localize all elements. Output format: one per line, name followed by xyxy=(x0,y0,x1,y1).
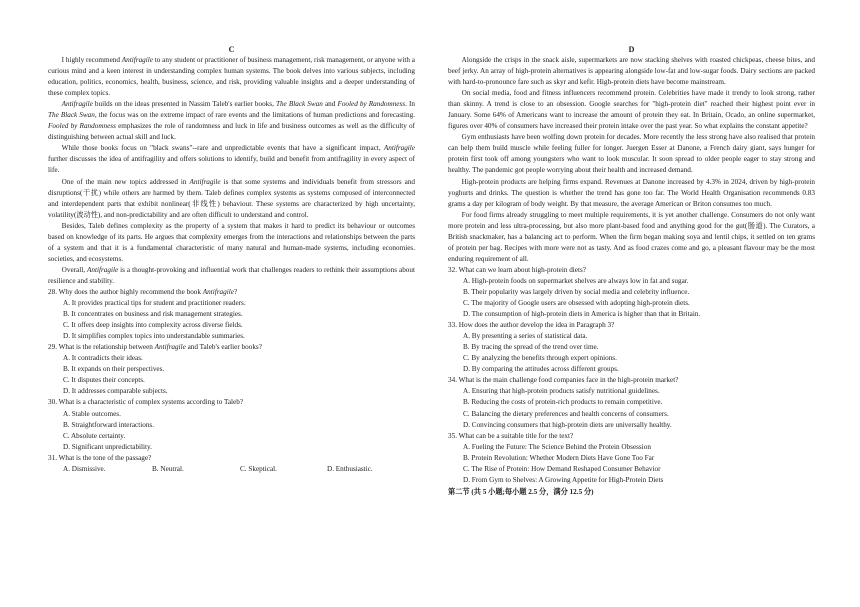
question-29-option-d[interactable]: D. It addresses comparable subjects. xyxy=(63,387,168,396)
question-31-option-a[interactable]: A. Dismissive. xyxy=(63,464,106,473)
passage-d-paragraph-5: For food firms already struggling to meet multiple requirements, it is yet another challenge. Consumers do not only want more protein and less ultra-processing, but also more plant-based food and anything good for the gut(肠道). The Curators, a British snackmaker, has a balancing act to perform. When the firm began making soya and lentil chips, it settled on ten grams of protein per bag. Recipes with more were not as tasty. And as food crazes come and go, a pleasant flavour may be the most enduring requirement of all. xyxy=(448,210,815,263)
question-35-option-c[interactable]: C. The Rise of Protein: How Demand Reshaped Consumer Behavior xyxy=(463,464,661,473)
passage-c-paragraph-1: I highly recommend Antifragile to any student or practitioner of business management, risk management, or anyone with a curious mind and a keen interest in understanding complex human systems. The book delves into various subjects, including education, politics, economics, health, business, science, and risk, providing valuable insights and a deeper understanding of these complex topics. xyxy=(48,56,415,98)
question-32-option-b[interactable]: B. Their popularity was largely driven by social media and celebrity influence. xyxy=(463,287,690,296)
question-35-option-d[interactable]: D. From Gym to Shelves: A Growing Appetite for High-Protein Diets xyxy=(463,475,664,484)
question-32-option-c[interactable]: C. The majority of Google users are obsessed with adopting high-protein diets. xyxy=(463,299,690,308)
italic-title: Antifragile xyxy=(383,144,415,153)
question-28-option-d[interactable]: D. It simplifies complex topics into understandable summaries. xyxy=(63,332,245,341)
question-31-stem: 31. What is the tone of the passage? xyxy=(48,453,152,462)
question-35-option-a[interactable]: A. Fueling the Future: The Science Behind the Protein Obsession xyxy=(463,442,651,451)
passage-c-paragraph-2: Antifragile builds on the ideas presented in Nassim Taleb's earlier books, The Black Swan and Fooled by Randomness. In The Black Swan, the focus was on the extreme impact of rare events and the limitations of human predictions and forecasting. Fooled by Randomness emphasizes the role of randomness and luck in life and business outcomes as well as the difficulty of distinguishing between actual skill and luck. xyxy=(48,100,416,142)
italic-title: Antifragile xyxy=(121,56,153,64)
question-35-stem: 35. What can be a suitable title for the text? xyxy=(448,431,574,440)
passage-c-paragraph-3: While those books focus on "black swans"--rare and unpredictable events that have a significant impact, Antifragile further discusses the idea of antifragility and offers solutions to identify, build and benefit from antifragility in every aspect of life. xyxy=(48,144,415,175)
question-35-option-b[interactable]: B. Protein Revolution: Whether Modern Diets Have Gone Too Far xyxy=(463,453,655,462)
question-34-option-c[interactable]: C. Balancing the dietary preferences and health concerns of consumers. xyxy=(463,409,669,418)
italic-title: The Black Swan, xyxy=(48,111,97,120)
question-34-option-a[interactable]: A. Ensuring that high-protein products satisfy nutritional guidelines. xyxy=(463,387,660,396)
question-31-options xyxy=(48,464,415,475)
italic-title: Fooled by Randomness xyxy=(48,122,116,131)
question-31-option-c[interactable]: C. Skeptical. xyxy=(240,464,277,473)
passage-c-paragraph-5: Besides, Taleb defines complexity as the property of a system that makes it hard to predict its behaviour or outcomes based on knowledge of its parts. He argues that complexity emerges from the interactions and relationships between the parts of a system and that it is a fundamental characteristic of many natural and human-made systems, including economies. societies, and ecosystems. xyxy=(48,221,415,263)
italic-title: Antifragile xyxy=(154,343,186,352)
question-30-stem: 30. What is a characteristic of complex systems according to Taleb? xyxy=(48,398,244,407)
question-28-stem: 28. Why does the author highly recommend the book Antifragile? xyxy=(48,287,238,296)
section-two-heading: 第二节 (共 5 小题;每小题 2.5 分，满分 12.5 分) xyxy=(448,487,594,496)
question-29-stem: 29. What is the relationship between Antifragile and Taleb's earlier books? xyxy=(48,343,262,352)
italic-title: Antifragile xyxy=(202,287,234,296)
passage-d-heading: D xyxy=(628,45,635,54)
question-28-option-a[interactable]: A. It provides practical tips for student and practitioner readers. xyxy=(63,299,246,308)
italic-title: The Black Swan xyxy=(275,100,323,109)
passage-d-paragraph-1: Alongside the crisps in the snack aisle, supermarkets are now stacking shelves with roasted chickpeas, cheese bites, and beef jerky. An array of high-protein alternatives is appearing alongside low-fat and low-sugar foods. Dairy sections are packed with hard-to-pronounce fare such as skyr and kefir. High-protein diets have become mainstream. xyxy=(448,56,815,87)
question-30-option-a[interactable]: A. Stable outcomes. xyxy=(63,409,121,418)
italic-title: Antifragile xyxy=(189,177,221,186)
question-28-option-c[interactable]: C. It offers deep insights into complexity across diverse fields. xyxy=(63,321,243,330)
question-31-option-b[interactable]: B. Neutral. xyxy=(152,464,184,473)
passage-c-paragraph-6: Overall, Antifragile is a thought-provoking and influential work that challenges readers to rethink their assumptions about resilience and stability. xyxy=(48,265,415,285)
question-33-option-d[interactable]: D. By comparing the attitudes across different groups. xyxy=(463,365,619,374)
italic-title: Antifragile xyxy=(87,265,119,274)
question-32-option-a[interactable]: A. High-protein foods on supermarket shelves are always low in fat and sugar. xyxy=(463,276,689,285)
question-32-option-d[interactable]: D. The consumption of high-protein diets in America is higher than that in Britain. xyxy=(463,310,701,319)
question-30-option-d[interactable]: D. Significant unpredictability. xyxy=(63,442,152,451)
question-33-option-c[interactable]: C. By analyzing the benefits through expert opinions. xyxy=(463,354,617,363)
passage-c-column xyxy=(48,44,415,475)
passage-d-paragraph-3: Gym enthusiasts have been wolfing down protein for decades. More recently the less strong have also realised that protein can help them build muscle while feeling fuller for longer. Juergen Esser at Danone, a French dairy giant, says hunger for protein first took off among youngsters who want to look muscular. It soon spread to older people eager to stay strong and healthy. The pandemic got people worrying about their health and increased demand. xyxy=(448,133,815,175)
question-29-option-c[interactable]: C. It disputes their concepts. xyxy=(63,376,145,385)
question-33-option-b[interactable]: B. By tracing the spread of the trend over time. xyxy=(463,343,599,352)
passage-d-paragraph-2: On social media, food and fitness influencers recommend protein. Celebrities have made it trendy to look strong, rather than skinny. A trend is close to an obsession. Google searches for "high-protein diet" reached their highest point ever in January. Some 64% of Americans want to increase the amount of protein they eat. In Britain, Ocado, an online supermarket, figures over 40% of consumers have increased their protein intake over the past year. So what explains the constant appetite? xyxy=(448,89,815,131)
italic-title: Fooled by Randomness xyxy=(337,100,406,109)
passage-c-heading: C xyxy=(228,45,235,54)
italic-title: Antifragile xyxy=(61,100,93,109)
question-33-option-a[interactable]: A. By presenting a series of statistical data. xyxy=(463,332,588,341)
question-29-option-b[interactable]: B. It expands on their perspectives. xyxy=(63,365,165,374)
question-32-stem: 32. What can we learn about high-protein diets? xyxy=(448,265,586,274)
question-30-option-b[interactable]: B. Straightforward interactions. xyxy=(63,420,155,429)
passage-d-paragraph-4: High-protein products are helping firms expand. Revenues at Danone increased by 4.3% in 2024, driven by high-protein yoghurts and drinks. The question is whether the trend has gone too far. The World Health Organisation recommends 0.83 grams a day per kilogram of body weight. By that measure, the average American or Briton consumes too much. xyxy=(448,177,815,208)
passage-d-column xyxy=(448,44,815,498)
question-33-stem: 33. How does the author develop the idea in Paragraph 3? xyxy=(448,321,615,330)
question-31-option-d[interactable]: D. Enthusiastic. xyxy=(327,464,373,473)
question-34-option-d[interactable]: D. Convincing consumers that high-protein diets are universally healthy. xyxy=(463,420,672,429)
question-28-option-b[interactable]: B. It concentrates on business and risk management strategies. xyxy=(63,310,243,319)
question-29-option-a[interactable]: A. It contradicts their ideas. xyxy=(63,354,143,363)
question-30-option-c[interactable]: C. Absolute certainty. xyxy=(63,431,126,440)
passage-c-paragraph-4: One of the main new topics addressed in Antifragile is that some systems and individuals benefit from stressors and disruptions(干扰) while others are harmed by them. Taleb defines complex systems as systems composed of interconnected and interdependent parts that exhibit nonlinear(非线性) behaviour. These systems are characterized by high uncertainty, volatility(波动性), and non-predictability and are often difficult to understand and control. xyxy=(48,177,416,219)
question-34-option-b[interactable]: B. Reducing the costs of protein-rich products to remain competitive. xyxy=(463,398,663,407)
question-34-stem: 34. What is the main challenge food companies face in the high-protein market? xyxy=(448,376,679,385)
